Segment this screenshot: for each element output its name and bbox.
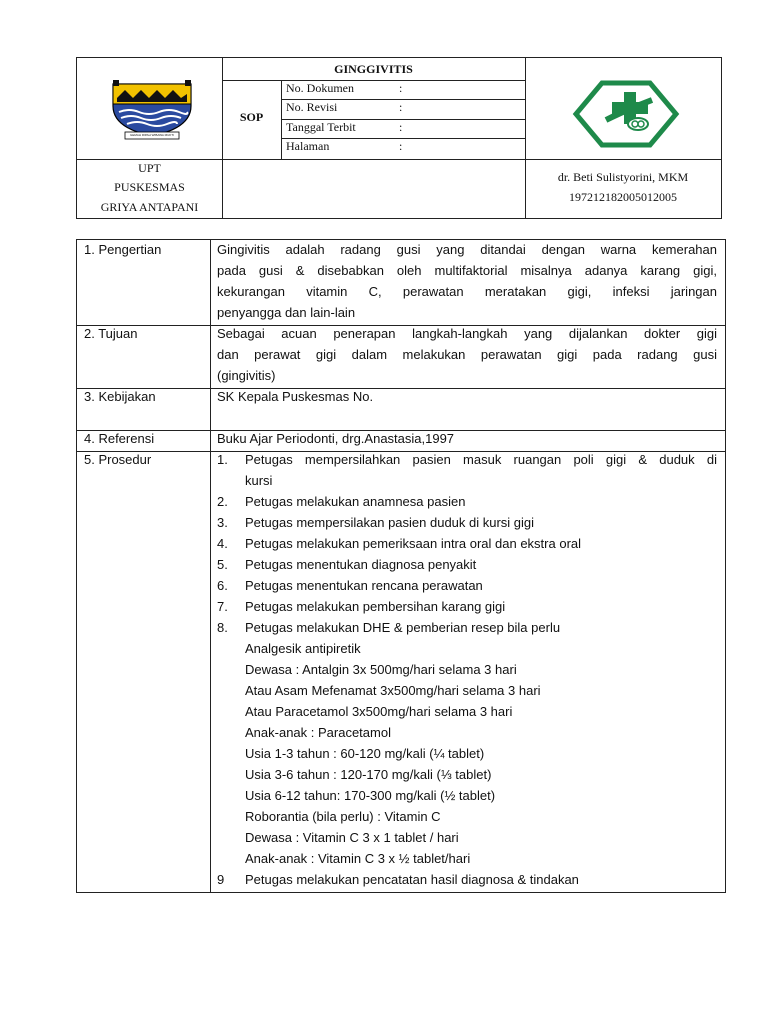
prosedur-step-number: 1. [217,452,228,467]
prosedur-step-number: 4. [217,536,228,551]
doc-field-number-sep: : [399,81,403,95]
prosedur-step-number: 3. [217,515,228,530]
prosedur-step-text: Usia 1-3 tahun : 60-120 mg/kali (¼ tablet) [245,746,485,761]
org-line-upt: UPT [138,161,161,175]
emblem-banner-text: GEMAH RIPAH WIBAWA MUKTI [130,133,174,137]
pengertian-line: kekurangan vitamin C, perawatan meratakan gigi, infeksi jaringan [217,284,717,299]
referensi-text: Buku Ajar Periodonti, drg.Anastasia,1997 [217,431,455,446]
prosedur-step-text: Petugas melakukan anamnesa pasien [245,494,466,509]
prosedur-step-text: Petugas melakukan pencatatan hasil diagnosa & tindakan [245,872,579,887]
prosedur-step-number: 2. [217,494,228,509]
org-line-puskesmas: PUSKESMAS [114,180,185,194]
document-title: GINGGIVITIS [334,62,413,76]
sop-label: SOP [239,110,264,124]
doc-field-page-label: Halaman [286,139,330,153]
signer-id: 197212182005012005 [569,190,677,204]
city-emblem [107,76,197,142]
pengertian-line: penyangga dan lain-lain [217,305,356,320]
prosedur-step-text: Dewasa : Vitamin C 3 x 1 tablet / hari [245,830,459,845]
prosedur-step-text: Atau Paracetamol 3x500mg/hari selama 3 hari [245,704,513,719]
tujuan-line: (gingivitis) [217,368,276,383]
doc-field-date-label: Tanggal Terbit [286,120,356,134]
prosedur-step-text: Petugas melakukan pembersihan karang gigi [245,599,506,614]
sop-content-table [76,239,726,893]
tujuan-line: dan perawat gigi dalam melakukan perawatan gigi pada radang gusi [217,347,717,362]
prosedur-step-text: Petugas menentukan rencana perawatan [245,578,483,593]
doc-field-page-sep: : [399,139,403,153]
prosedur-step-text: Analgesik antipiretik [245,641,361,656]
prosedur-step-text: Anak-anak : Paracetamol [245,725,391,740]
section-label-kebijakan: 3. Kebijakan [84,389,156,404]
prosedur-step-text: Petugas mempersilahkan pasien masuk ruangan poli gigi & duduk di [245,452,717,467]
org-line-griya-antapani: GRIYA ANTAPANI [100,200,199,214]
kebijakan-text: SK Kepala Puskesmas No. [217,389,374,404]
section-label-referensi: 4. Referensi [84,431,155,446]
prosedur-step-text: Petugas menentukan diagnosa penyakit [245,557,477,572]
prosedur-step-number: 9 [217,872,225,887]
prosedur-step-text: Usia 6-12 tahun: 170-300 mg/kali (½ tablet) [245,788,496,803]
signer-name: dr. Beti Sulistyorini, MKM [557,170,689,184]
prosedur-step-text: Petugas melakukan DHE & pemberian resep bila perlu [245,620,561,635]
document-header [76,57,722,219]
tujuan-line: Sebagai acuan penerapan langkah-langkah yang dijalankan dokter gigi [217,326,717,341]
section-label-prosedur: 5. Prosedur [84,452,152,467]
prosedur-step-text: Atau Asam Mefenamat 3x500mg/hari selama 3 hari [245,683,541,698]
pengertian-line: Gingivitis adalah radang gusi yang ditandai dengan warna kemerahan [217,242,717,257]
section-label-pengertian: 1. Pengertian [84,242,162,257]
prosedur-step-text: Usia 3-6 tahun : 120-170 mg/kali (⅓ tablet) [245,767,492,782]
puskesmas-logo [572,80,680,148]
prosedur-step-text: kursi [245,473,273,488]
doc-field-revision-label: No. Revisi [286,100,338,114]
prosedur-step-number: 6. [217,578,228,593]
prosedur-step-text: Dewasa : Antalgin 3x 500mg/hari selama 3 hari [245,662,517,677]
doc-field-date-sep: : [399,120,403,134]
prosedur-step-number: 7. [217,599,228,614]
pengertian-line: pada gusi & disebabkan oleh multifaktorial misalnya adanya karang gigi, [217,263,717,278]
doc-field-number-label: No. Dokumen [286,81,354,95]
section-label-tujuan: 2. Tujuan [84,326,138,341]
doc-field-revision-sep: : [399,100,403,114]
prosedur-step-number: 5. [217,557,228,572]
prosedur-step-text: Roborantia (bila perlu) : Vitamin C [245,809,441,824]
prosedur-step-number: 8. [217,620,228,635]
prosedur-step-text: Petugas mempersilakan pasien duduk di kursi gigi [245,515,535,530]
prosedur-step-text: Anak-anak : Vitamin C 3 x ½ tablet/hari [245,851,471,866]
prosedur-step-text: Petugas melakukan pemeriksaan intra oral dan ekstra oral [245,536,582,551]
